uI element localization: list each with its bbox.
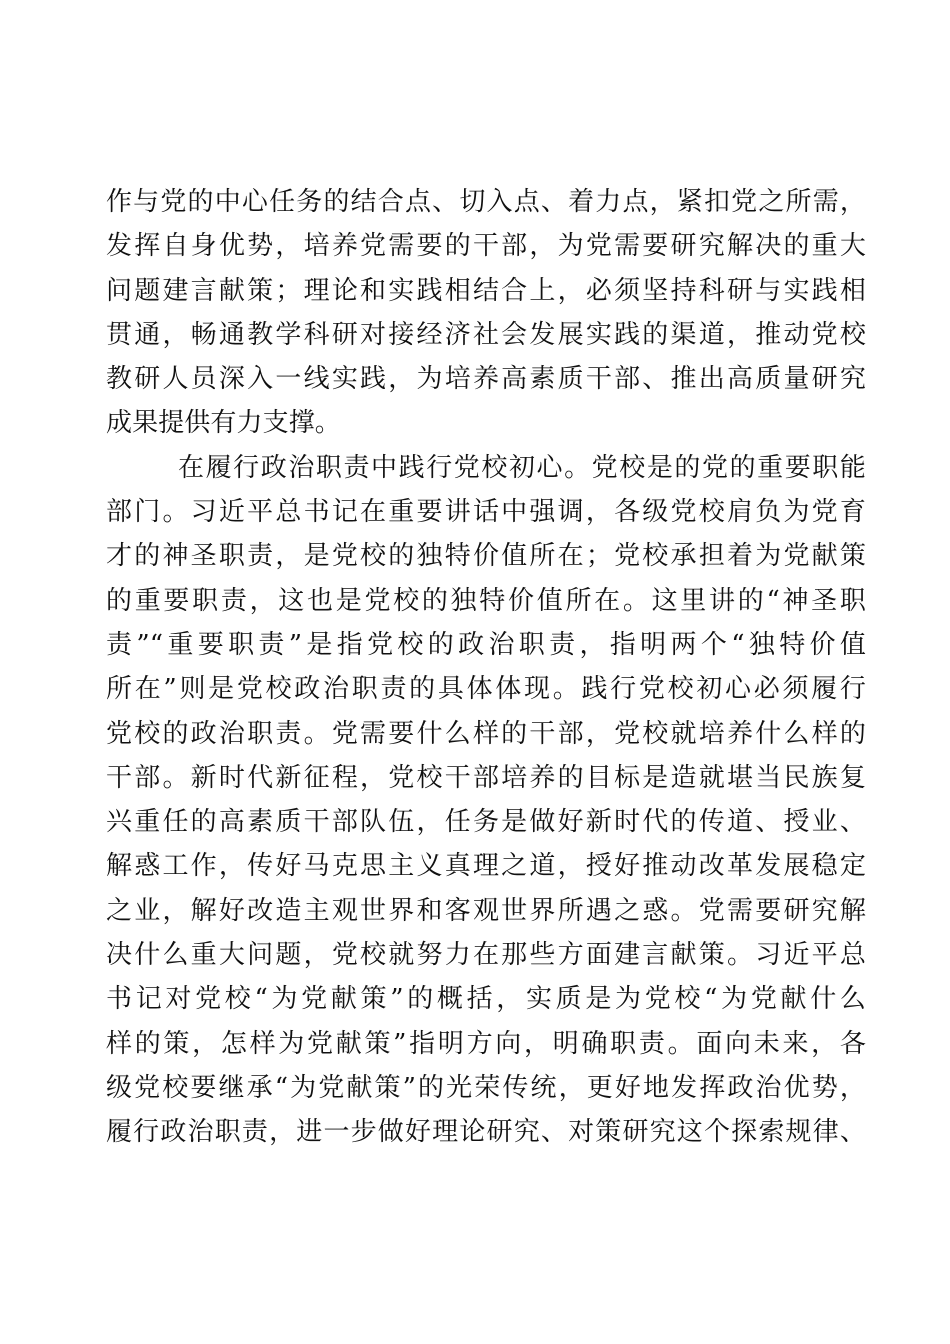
text-line: 在履行政治职责中践行党校初心。党校是的党的重要职能 xyxy=(178,452,866,483)
text-line: 书记对党校“为党献策”的概括，实质是为党校“为党献什么 xyxy=(106,984,866,1015)
text-line: 兴重任的高素质干部队伍，任务是做好新时代的传道、授业、 xyxy=(106,807,866,838)
text-line: 级党校要继承“为党献策”的光荣传统，更好地发挥政治优势， xyxy=(106,1072,866,1103)
text-line: 贯通，畅通教学科研对接经济社会发展实践的渠道，推动党校 xyxy=(106,319,866,350)
text-line: 解惑工作，传好马克思主义真理之道，授好推动改革发展稳定 xyxy=(106,851,866,882)
paragraph-2 xyxy=(106,446,866,1155)
text-line: 的重要职责，这也是党校的独特价值所在。这里讲的“神圣职 xyxy=(106,585,866,616)
text-line: 党校的政治职责。党需要什么样的干部，党校就培养什么样的 xyxy=(106,718,866,749)
body-text xyxy=(106,180,866,1155)
text-line: 作与党的中心任务的结合点、切入点、着力点，紧扣党之所需， xyxy=(106,187,866,217)
text-line: 责”“重要职责”是指党校的政治职责，指明两个“独特价值 xyxy=(106,629,866,660)
text-line: 履行政治职责，进一步做好理论研究、对策研究这个探索规律、 xyxy=(106,1117,866,1148)
text-line: 所在”则是党校政治职责的具体体现。践行党校初心必须履行 xyxy=(106,674,866,705)
text-line: 才的神圣职责，是党校的独特价值所在；党校承担着为党献策 xyxy=(106,541,866,572)
paragraph-1 xyxy=(106,180,866,446)
text-line: 发挥自身优势，培养党需要的干部，为党需要研究解决的重大 xyxy=(106,231,866,262)
text-line: 决什么重大问题，党校就努力在那些方面建言献策。习近平总 xyxy=(106,940,866,971)
text-line: 干部。新时代新征程，党校干部培养的目标是造就堪当民族复 xyxy=(106,762,866,793)
text-line: 样的策，怎样为党献策”指明方向，明确职责。面向未来，各 xyxy=(106,1028,866,1059)
text-line: 教研人员深入一线实践，为培养高素质干部、推出高质量研究 xyxy=(106,364,866,395)
text-line: 部门。习近平总书记在重要讲话中强调，各级党校肩负为党育 xyxy=(106,497,866,528)
text-line: 之业，解好改造主观世界和客观世界所遇之惑。党需要研究解 xyxy=(106,895,866,926)
text-line: 成果提供有力支撑。 xyxy=(106,408,341,439)
text-line: 问题建言献策；理论和实践相结合上，必须坚持科研与实践相 xyxy=(106,275,866,306)
